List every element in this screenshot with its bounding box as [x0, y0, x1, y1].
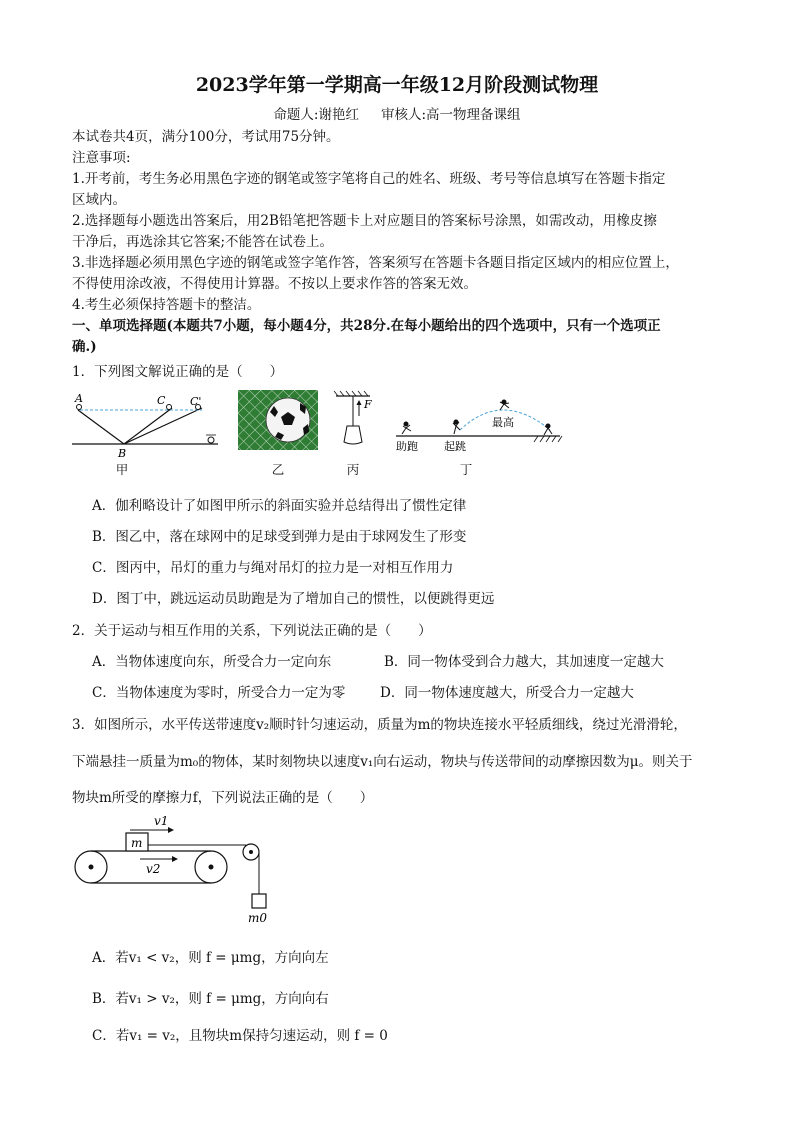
caption-bing: 丙 [346, 462, 360, 477]
q3-stem-line: 3．如图所示，水平传送带速度v₂顺时针匀速运动，质量为m的物块连接水平轻质细线，绕过光滑滑轮， [72, 717, 687, 733]
note-line: 2.选择题每小题选出答案后，用2B铅笔把答题卡上对应题目的答案标号涂黑，如需改动，用橡皮擦 [72, 213, 657, 229]
caption-ding: 丁 [459, 462, 473, 477]
label-c-prime: C' [190, 395, 202, 408]
label-a: A [75, 392, 83, 405]
q3-option-b: B．若v₁ > v₂，则 f = μmg，方向向右 [92, 991, 329, 1007]
label-peak: 最高 [492, 416, 514, 429]
note-line: 1.开考前，考生务必用黑色字迹的钢笔或签字笔将自己的姓名、班级、考号等信息填写在答题卡指定 [72, 171, 666, 187]
q3-stem-line: 下端悬挂一质量为m₀的物体，某时刻物块以速度v₁向右运动，物块与传送带间的动摩擦因数为μ。则关于 [72, 754, 693, 770]
section-heading: 一、单项选择题(本题共7小题，每小题4分，共28分.在每小题给出的四个选项中，只有一个选项正 [72, 318, 661, 334]
note-line: 不得使用涂改液，不得使用计算器。不按以上要求作答的答案无效。 [72, 276, 477, 292]
figure-jia-incline [68, 392, 228, 460]
label-c: C [157, 394, 166, 407]
page-title: 2023学年第一学期高一年级12月阶段测试物理 [195, 74, 599, 96]
figure-bing-hanging-lamp [328, 390, 378, 452]
label-v2: v2 [146, 862, 161, 876]
q2-option-d: D．同一物体速度越大，所受合力一定越大 [380, 685, 634, 701]
q2-option-a: A．当物体速度向东，所受合力一定向东 [92, 654, 332, 670]
label-b: B [118, 447, 127, 460]
q2-option-c: C．当物体速度为零时，所受合力一定为零 [92, 685, 346, 701]
q1-option-d: D．图丁中，跳远运动员助跑是为了增加自己的惯性，以便跳得更远 [92, 591, 495, 607]
label-run-up: 助跑 [396, 440, 418, 452]
q3-stem-line: 物块m所受的摩擦力f，下列说法正确的是（ ） [72, 790, 374, 806]
figure-ding-long-jump [388, 392, 564, 452]
label-m0: m0 [248, 911, 268, 925]
note-line: 3.非选择题必须用黑色字迹的钢笔或签字笔作答，答案须写在答题卡各题目指定区域内的相应位置上， [72, 255, 679, 271]
caption-yi: 乙 [271, 462, 285, 477]
force-label: F [364, 398, 372, 411]
author-line [0, 103, 794, 123]
label-m: m [131, 836, 143, 850]
intro: 本试卷共4页，满分100分，考试用75分钟。 [72, 129, 340, 145]
q1-stem: 1．下列图文解说正确的是（ ） [72, 364, 284, 380]
note-line: 干净后，再选涂其它答案;不能答在试卷上。 [72, 234, 334, 250]
q3-option-c: C．若v₁ = v₂，且物块m保持匀速运动，则 f = 0 [92, 1028, 388, 1044]
q3-option-a: A．若v₁ < v₂，则 f = μmg，方向向左 [92, 950, 329, 966]
reviewer: 审核人:高一物理备课组 [381, 107, 521, 123]
q1-option-a: A．伽利略设计了如图甲所示的斜面实验并总结得出了惯性定律 [92, 498, 467, 514]
q1-option-c: C．图丙中，吊灯的重力与绳对吊灯的拉力是一对相互作用力 [92, 560, 454, 576]
figure-conveyor-belt [70, 810, 290, 930]
q2-option-b: B．同一物体受到合力越大，其加速度一定越大 [384, 654, 664, 670]
setter: 命题人:谢艳红 [273, 107, 359, 123]
figure-yi-soccer-net [238, 390, 318, 450]
label-takeoff: 起跳 [444, 440, 466, 452]
q1-option-b: B．图乙中，落在球网中的足球受到弹力是由于球网发生了形变 [92, 529, 467, 545]
label-v1: v1 [154, 814, 169, 828]
caption-jia: 甲 [115, 462, 129, 477]
q2-stem: 2．关于运动与相互作用的关系，下列说法正确的是（ ） [72, 623, 432, 639]
note-line: 4.考生必须保持答题卡的整洁。 [72, 297, 261, 313]
notes-title: 注意事项: [72, 150, 131, 166]
note-line: 区域内。 [72, 192, 126, 208]
section-heading-cont: 确.) [72, 339, 97, 355]
